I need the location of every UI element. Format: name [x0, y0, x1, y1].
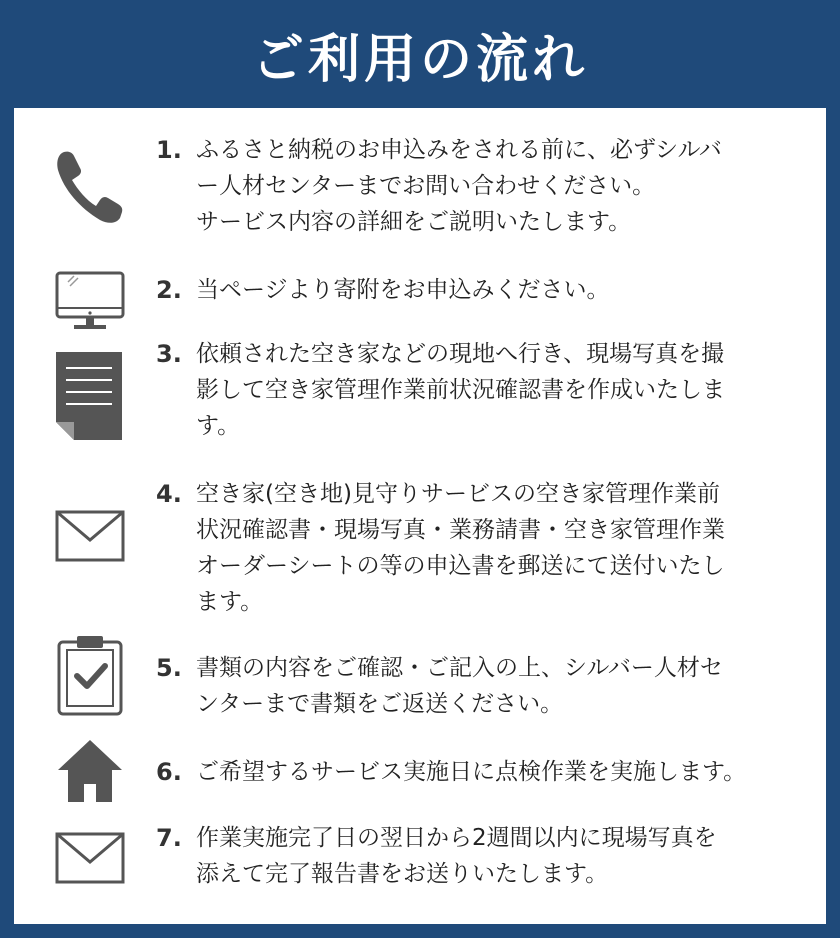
flow-panel	[14, 108, 826, 924]
step-number: 3.	[156, 340, 182, 368]
house-icon	[50, 738, 130, 804]
mail-envelope-icon	[50, 832, 130, 884]
step-text: 作業実施完了日の翌日から2週間以内に現場写真を 添えて完了報告書をお送りいたします。	[196, 825, 717, 887]
step-text: ご希望するサービス実施日に点検作業を実施します。	[196, 759, 747, 785]
step-number: 5.	[156, 654, 182, 682]
step-text: 書類の内容をご確認・ご記入の上、シルバー人材セ ンターまで書類をご返送ください。	[196, 655, 723, 717]
page-header	[0, 0, 840, 108]
step-text: 空き家(空き地)見守りサービスの空き家管理作業前 状況確認書・現場写真・業務請書・空き家管理作業 オーダーシートの等の申込書を郵送にて送付いたし ます。	[196, 481, 725, 615]
computer-monitor-icon	[50, 270, 130, 332]
step-number: 1.	[156, 136, 182, 164]
step-number: 4.	[156, 480, 182, 508]
step-number: 6.	[156, 758, 182, 786]
mail-envelope-icon	[50, 510, 130, 562]
step-text: ふるさと納税のお申込みをされる前に、必ずシルバ ー人材センターまでお問い合わせください。 サービス内容の詳細をご説明いたします。	[196, 137, 722, 235]
step-number: 7.	[156, 824, 182, 852]
document-icon	[50, 352, 130, 440]
clipboard-check-icon	[50, 634, 130, 716]
step-text: 依頼された空き家などの現地へ行き、現場写真を撮 影して空き家管理作業前状況確認書を作成いたしま す。	[196, 341, 725, 439]
page-title: ご利用の流れ	[251, 29, 588, 90]
step-number: 2.	[156, 276, 182, 304]
step-text: 当ページより寄附をお申込みください。	[196, 277, 610, 303]
phone-icon	[50, 146, 130, 226]
